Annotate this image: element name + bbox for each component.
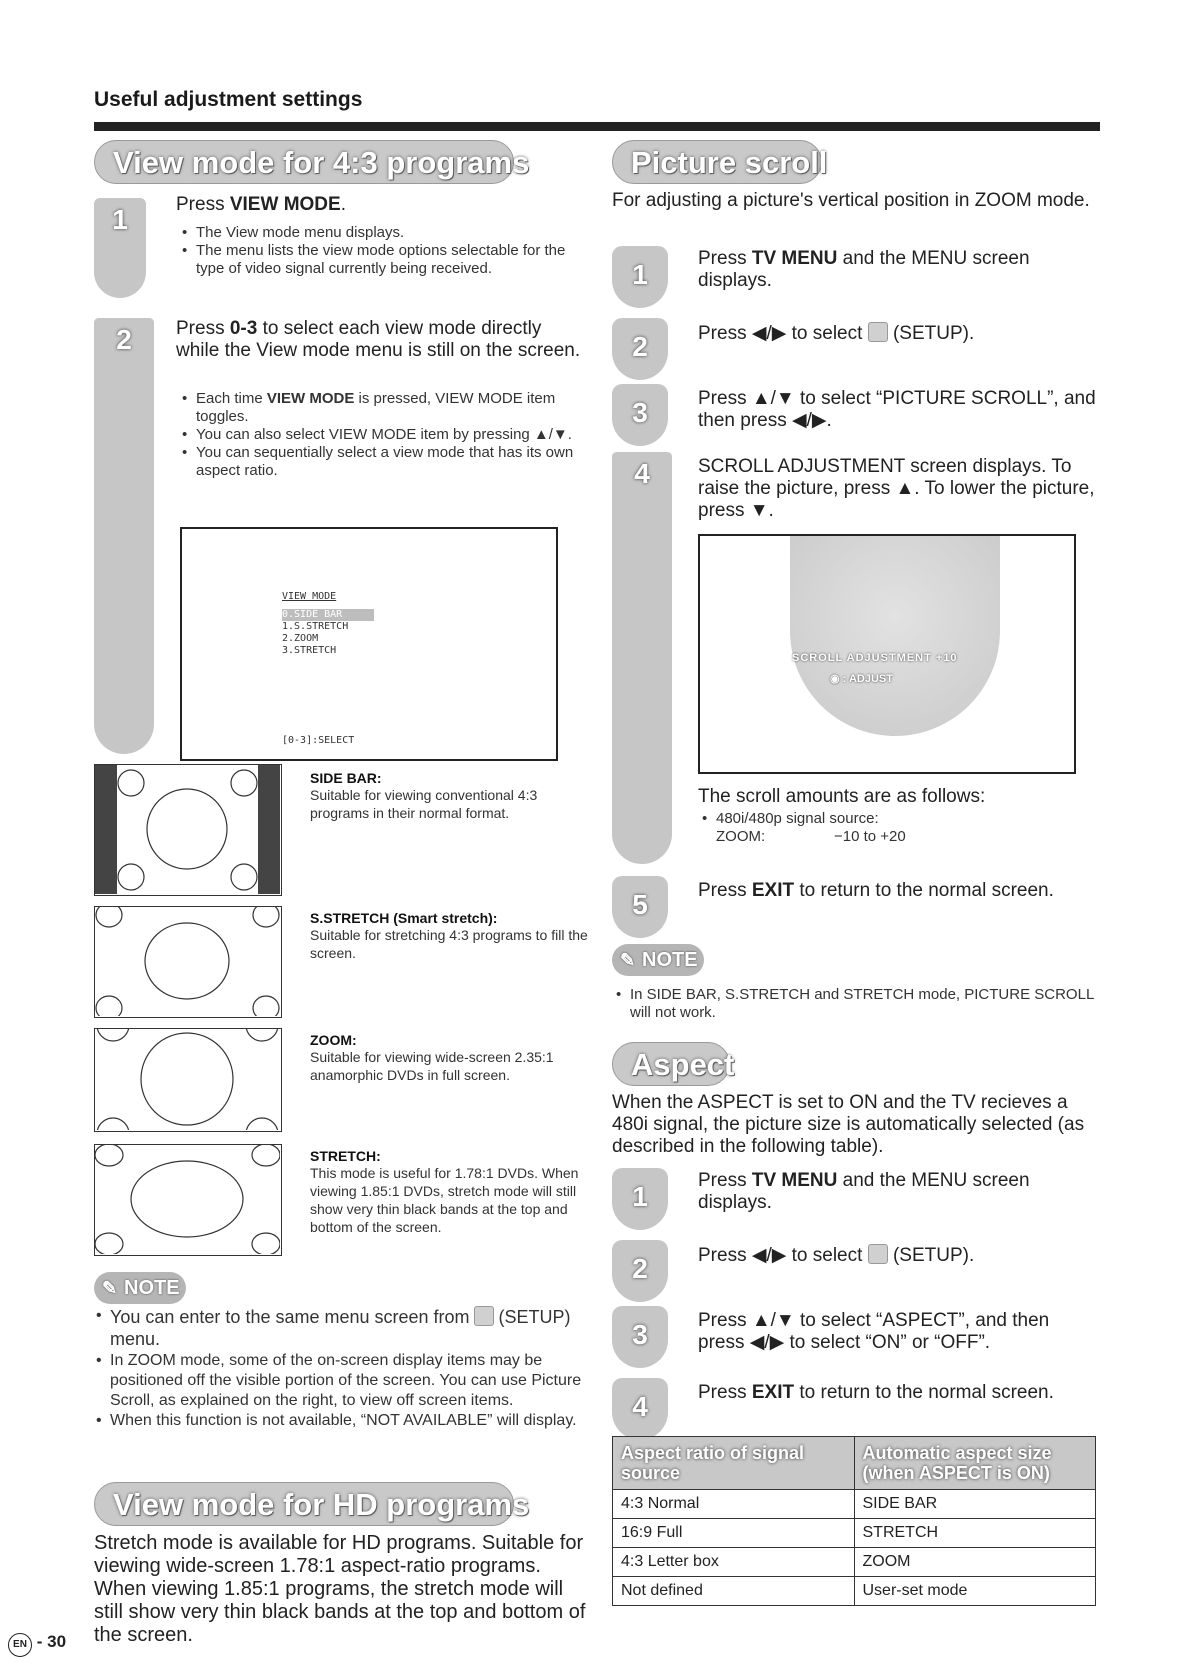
table-cell: Not defined: [613, 1577, 855, 1606]
table-row: [613, 1548, 1096, 1577]
osd-title: VIEW MODE: [282, 591, 337, 602]
scroll-intro: For adjusting a picture's vertical position in ZOOM mode.: [612, 190, 1090, 211]
note-label-right: ✎ NOTE: [612, 944, 704, 976]
mode-description: Suitable for viewing wide-screen 2.35:1 anamorphic DVDs in full screen.: [310, 1049, 554, 1083]
table-cell: SIDE BAR: [854, 1490, 1096, 1519]
aspect-step-3-text: Press ▲/▼ to select “ASPECT”, and then press ◀/▶ to select “ON” or “OFF”.: [698, 1310, 1050, 1353]
mode-description: Suitable for viewing conventional 4:3 programs in their normal format.: [310, 787, 538, 821]
table-row: [613, 1519, 1096, 1548]
table-cell: 4:3 Normal: [613, 1490, 855, 1519]
section-heading-picture-scroll: Picture scroll: [612, 140, 822, 184]
step-2-text: Press 0-3 to select each view mode directly while the View mode menu is still on the screen.: [176, 318, 581, 361]
pencil-icon: ✎: [102, 1278, 118, 1298]
list-item: • In ZOOM mode, some of the on-screen display items may be positioned off the visible portion of the screen. You can use Picture Scroll, as explained on the right, to view off screen items.: [94, 1351, 584, 1411]
scroll-step-2-text: Press ◀/▶ to select (SETUP).: [698, 323, 975, 344]
thumbnail-zoom: [94, 1028, 282, 1132]
zoomed-picture-circle: [790, 536, 1000, 736]
note-label-left: ✎ NOTE: [94, 1272, 186, 1304]
list-item: • You can also select VIEW MODE item by pressing ▲/▼.: [180, 426, 580, 444]
osd-item: 1.S.STRETCH: [282, 621, 349, 632]
mode-side-bar: [310, 770, 600, 822]
step-2-bullets: [180, 390, 580, 480]
table-cell: 16:9 Full: [613, 1519, 855, 1548]
list-item: • Each time VIEW MODE is pressed, VIEW MODE item toggles.: [180, 390, 580, 426]
note-list-right: [614, 986, 1094, 1022]
scroll-step-1-text: Press TV MENU and the MENU screen displays.: [698, 248, 1030, 291]
mode-description: This mode is useful for 1.78:1 DVDs. When viewing 1.85:1 DVDs, stretch mode will still show very thin black bands at the top and bottom of the screen.: [310, 1165, 579, 1235]
osd-item: 3.STRETCH: [282, 645, 337, 656]
osd-footer: [0-3]:SELECT: [282, 735, 355, 746]
list-item: • In SIDE BAR, S.STRETCH and STRETCH mode, PICTURE SCROLL will not work.: [614, 986, 1094, 1022]
mode-zoom: [310, 1032, 600, 1084]
page-title: Useful adjustment settings: [94, 88, 363, 111]
table-cell: ZOOM: [854, 1548, 1096, 1577]
mode-description: Suitable for stretching 4:3 programs to fill the screen.: [310, 927, 588, 961]
setup-icon: [474, 1306, 494, 1326]
aspect-step-2-text: Press ◀/▶ to select (SETUP).: [698, 1245, 975, 1266]
list-item: • You can enter to the same menu screen from (SETUP) menu.: [94, 1306, 584, 1351]
pencil-icon: ✎: [620, 950, 636, 970]
list-item: • When this function is not available, “NOT AVAILABLE” will display.: [94, 1411, 584, 1431]
setup-icon: [868, 322, 888, 342]
aspect-step-4-text: Press EXIT to return to the normal screen.: [698, 1382, 1054, 1403]
scroll-step-4-badge: 4: [612, 452, 672, 864]
thumbnail-s-stretch: [94, 906, 282, 1018]
zoom-range-row: ZOOM: −10 to +20: [716, 828, 906, 845]
table-row: [613, 1577, 1096, 1606]
note-list-left: [94, 1306, 584, 1431]
setup-icon: [868, 1244, 888, 1264]
mode-name: SIDE BAR:: [310, 770, 382, 786]
osd-item-selected: 0.SIDE BAR: [282, 609, 374, 621]
section-heading-aspect: Aspect: [612, 1042, 730, 1086]
thumbnail-side-bar: [94, 764, 282, 896]
scroll-step-1-badge: 1: [612, 246, 668, 308]
step-1-badge: 1: [94, 198, 146, 298]
page-number: EN - 30: [8, 1632, 66, 1657]
mode-name: STRETCH:: [310, 1148, 381, 1164]
header-divider: [94, 122, 1100, 131]
scroll-amounts-title: The scroll amounts are as follows:: [698, 786, 986, 807]
thumbnail-stretch: [94, 1144, 282, 1256]
section-heading-hd: View mode for HD programs: [94, 1482, 514, 1526]
step-1-bullets: [180, 224, 580, 278]
table-header-cell: Aspect ratio of signal source: [613, 1437, 855, 1490]
aspect-step-4-badge: 4: [612, 1378, 668, 1440]
mode-name: S.STRETCH (Smart stretch):: [310, 910, 498, 926]
step-1-text: Press VIEW MODE.: [176, 194, 346, 215]
scroll-step-2-badge: 2: [612, 318, 668, 380]
mode-name: ZOOM:: [310, 1032, 357, 1048]
list-item: • 480i/480p signal source:: [702, 810, 879, 827]
mode-stretch: [310, 1148, 600, 1236]
scroll-osd-line1: SCROLL ADJUSTMENT +10: [792, 652, 958, 664]
list-item: • The View mode menu displays.: [180, 224, 580, 242]
list-item: • The menu lists the view mode options selectable for the type of video signal currently being received.: [180, 242, 580, 278]
hd-description: Stretch mode is available for HD programs. Suitable for viewing wide-screen 1.78:1 aspect-ratio programs. When viewing 1.85:1 programs, the stretch mode will still show very thin black bands at the top and bottom of the screen.: [94, 1532, 586, 1646]
osd-menu: [282, 591, 374, 657]
view-mode-osd-screen: [180, 527, 558, 761]
aspect-step-1-text: Press TV MENU and the MENU screen displays.: [698, 1170, 1030, 1213]
list-item: • You can sequentially select a view mode that has its own aspect ratio.: [180, 444, 580, 480]
table-header-row: [613, 1437, 1096, 1490]
table-header-cell: Automatic aspect size (when ASPECT is ON): [854, 1437, 1096, 1490]
language-badge: EN: [8, 1633, 32, 1657]
osd-item: 2.ZOOM: [282, 633, 319, 644]
scroll-step-3-text: Press ▲/▼ to select “PICTURE SCROLL”, and then press ◀/▶.: [698, 388, 1096, 431]
table-row: [613, 1490, 1096, 1519]
mode-s-stretch: [310, 910, 600, 962]
table-cell: STRETCH: [854, 1519, 1096, 1548]
aspect-step-1-badge: 1: [612, 1168, 668, 1230]
scroll-adjustment-screen: [698, 534, 1076, 774]
aspect-intro: When the ASPECT is set to ON and the TV recieves a 480i signal, the picture size is automatically selected (as described in the following table).: [612, 1092, 1085, 1157]
scroll-step-4-text: SCROLL ADJUSTMENT screen displays. To raise the picture, press ▲. To lower the picture, press ▼.: [698, 456, 1095, 521]
scroll-step-3-badge: 3: [612, 384, 668, 446]
scroll-osd-line2: ◉ : ADJUST: [830, 673, 893, 685]
table-cell: User-set mode: [854, 1577, 1096, 1606]
table-cell: 4:3 Letter box: [613, 1548, 855, 1577]
scroll-amounts-list: [700, 810, 1100, 846]
aspect-table: [612, 1436, 1096, 1606]
step-2-badge: 2: [94, 318, 154, 754]
aspect-step-3-badge: 3: [612, 1306, 668, 1368]
aspect-step-2-badge: 2: [612, 1240, 668, 1302]
section-heading-view-43: View mode for 4:3 programs: [94, 140, 514, 184]
scroll-step-5-text: Press EXIT to return to the normal screen.: [698, 880, 1054, 901]
scroll-step-5-badge: 5: [612, 876, 668, 938]
